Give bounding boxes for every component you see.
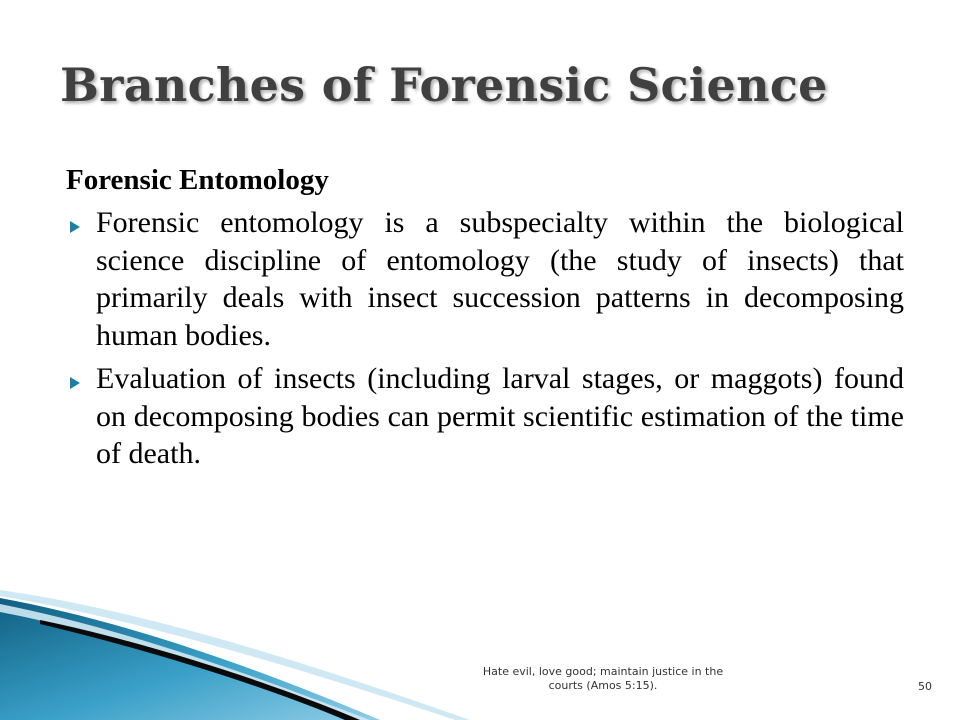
bullet-item [66, 360, 904, 473]
slide-number: 50 [918, 680, 932, 693]
triangle-bullet-icon [70, 221, 80, 233]
bullet-text: Evaluation of insects (including larval stages, or maggots) found on decomposing bodies can permit scientific estimation of the time of death. [96, 362, 904, 470]
wave-decoration [0, 590, 480, 720]
bullet-text: Forensic entomology is a subspecialty within the biological science discipline of entomology (the study of insects) that primarily deals with insect succession patterns in decomposing human bodies. [96, 206, 904, 352]
slide-title: Branches of Forensic Science [60, 58, 828, 112]
bullet-item [66, 204, 904, 354]
section-heading: Forensic Entomology [66, 164, 329, 196]
triangle-bullet-icon [70, 377, 80, 389]
footer-quote: Hate evil, love good; maintain justice in the courts (Amos 5:15). [482, 665, 724, 692]
slide-content [66, 158, 904, 479]
